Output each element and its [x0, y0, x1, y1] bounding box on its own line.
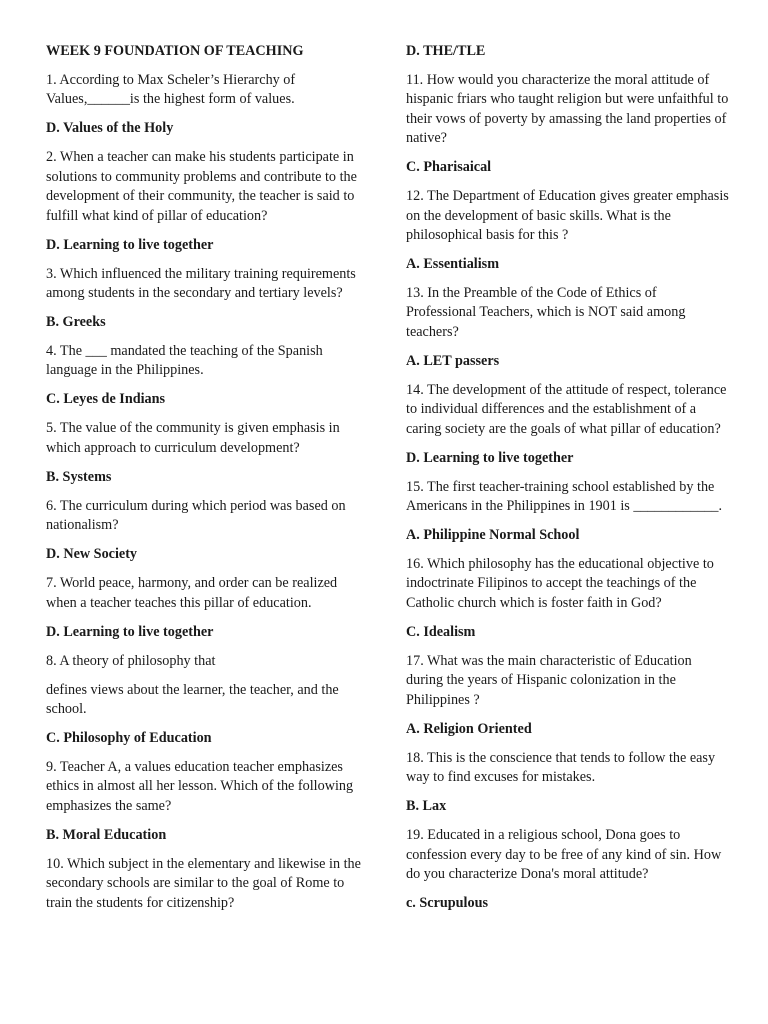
question-text: 12. The Department of Education gives greater emphasis on the development of basic skills. What is the philosophical basis for this ? [406, 188, 729, 244]
question-text: 13. In the Preamble of the Code of Ethics of Professional Teachers, which is NOT said among teachers? [406, 285, 686, 340]
answer-text: A. Religion Oriented [406, 720, 532, 737]
answer-text: D. THE/TLE [406, 43, 486, 59]
question-text: 9. Teacher A, a values education teacher emphasizes ethics in almost all her lesson. Which of the following emphasizes the same? [46, 759, 354, 814]
question-text: defines views about the learner, the teacher, and the school. [46, 681, 339, 718]
answer-text: C. Leyes de Indians [46, 391, 166, 408]
question-text: 5. The value of the community is given emphasis in which approach to curriculum development? [46, 420, 340, 456]
left-column [46, 42, 368, 923]
answer-text: C. Pharisaical [406, 159, 492, 176]
question-text: 6. The curriculum during which period was based on nationalism? [46, 497, 346, 534]
answer-text: B. Greeks [46, 314, 106, 331]
question-text: 15. The first teacher-training school established by the Americans in the Philippines in 1901 is ____________. [406, 478, 723, 515]
answer-text: B. Moral Education [46, 826, 167, 843]
right-column [406, 42, 730, 923]
question-text: 3. Which influenced the military training requirements among students in the secondary and tertiary levels? [46, 265, 356, 302]
answer-text: C. Idealism [406, 623, 476, 640]
question-text: 14. The development of the attitude of respect, tolerance to individual differences and the establishment of a caring society are the goals of what pillar of education? [406, 381, 727, 437]
question-text: 17. What was the main characteristic of Education during the years of Hispanic colonization in the Philippines ? [406, 652, 692, 708]
answer-text: D. Learning to live together [406, 449, 574, 466]
question-text: 10. Which subject in the elementary and likewise in the secondary schools are similar to the goal of Rome to train the students for citizenship? [46, 855, 361, 911]
answer-text: A. LET passers [406, 352, 500, 369]
answer-text: A. Essentialism [406, 256, 500, 273]
question-text: 16. Which philosophy has the educational objective to indoctrinate Filipinos to accept the teachings of the Catholic church which is foster faith in God? [406, 556, 714, 611]
answer-text: D. Learning to live together [46, 236, 214, 253]
question-text: 7. World peace, harmony, and order can be realized when a teacher teaches this pillar of education. [46, 575, 338, 611]
answer-text: D. Learning to live together [46, 623, 214, 640]
question-text: 2. When a teacher can make his students participate in solutions to community problems and contribute to the development of their community, the teacher is said to fulfill what kind of pillar of education? [46, 149, 357, 224]
question-text: 18. This is the conscience that tends to follow the easy way to find excuses for mistakes. [406, 749, 716, 786]
question-text: 8. A theory of philosophy that [46, 652, 216, 669]
answer-text: A. Philippine Normal School [406, 527, 580, 544]
question-text: 11. How would you characterize the moral attitude of hispanic friars who taught religion but were unfaithful to their vows of poverty by amassing the land properties of native? [406, 72, 729, 147]
page-title: WEEK 9 FOUNDATION OF TEACHING [46, 43, 304, 59]
question-text: 19. Educated in a religious school, Dona goes to confession every day to be free of any kind of sin. How do you characterize Dona's moral attitude? [406, 827, 722, 882]
answer-text: B. Systems [46, 468, 112, 485]
answer-text: B. Lax [406, 798, 447, 815]
answer-text: D. New Society [46, 546, 138, 563]
answer-text: c. Scrupulous [406, 894, 488, 911]
question-text: 1. According to Max Scheler’s Hierarchy of Values,______is the highest form of values. [46, 72, 296, 108]
question-text: 4. The ___ mandated the teaching of the Spanish language in the Philippines. [46, 343, 323, 379]
answer-text: C. Philosophy of Education [46, 730, 212, 747]
answer-text: D. Values of the Holy [46, 120, 174, 137]
